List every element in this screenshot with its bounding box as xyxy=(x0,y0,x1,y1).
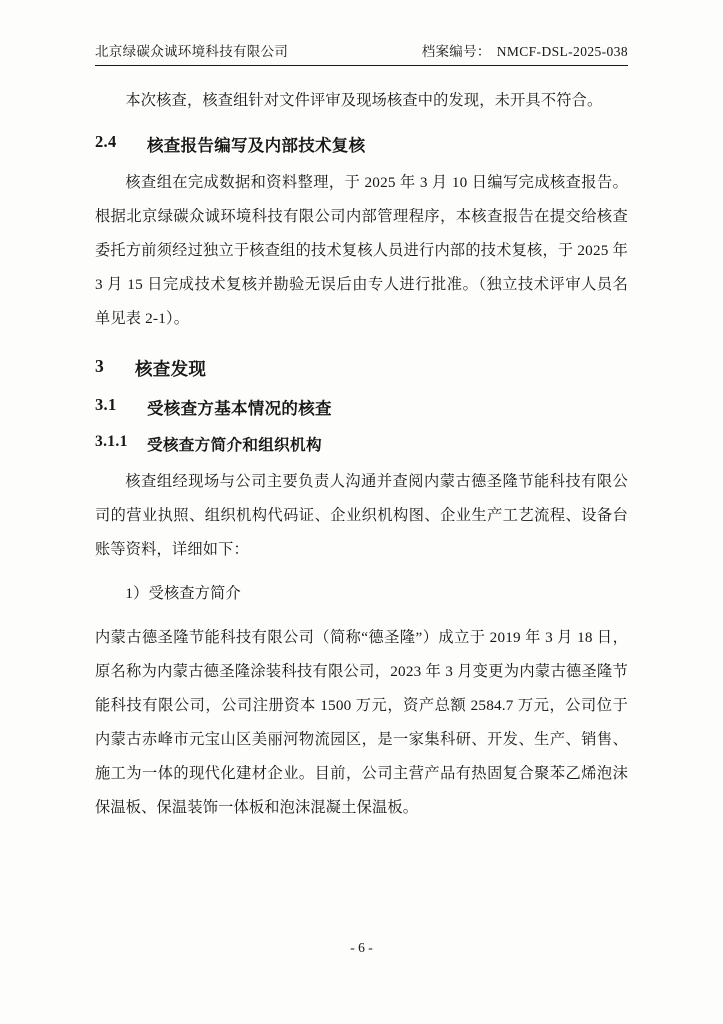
heading-2-4-number: 2.4 xyxy=(95,132,117,151)
heading-3-1-1-number: 3.1.1 xyxy=(95,433,128,450)
header-divider xyxy=(95,65,628,66)
spacer xyxy=(95,613,628,621)
heading-3 xyxy=(95,356,628,381)
heading-3-1-1-title: 受核查方简介和组织机构 xyxy=(147,437,322,454)
page-footer xyxy=(0,940,723,956)
heading-3-number: 3 xyxy=(95,356,105,376)
page-number: - 6 - xyxy=(350,940,373,955)
heading-3-1-number: 3.1 xyxy=(95,395,117,414)
paragraph-report-review: 核查组在完成数据和资料整理，于 2025 年 3 月 10 日编写完成核查报告。根据北京绿碳众诚环境科技有限公司内部管理程序，本核查报告在提交给核查委托方前须经过独立于核查组的技术复核人员进行内部的技术复核，于 2025 年 3 月 15 日完成技术复核并勘验无误后由专人进行批准。（独立技术评审人员名单见表 2-1）。 xyxy=(95,174,628,327)
heading-3-title: 核查发现 xyxy=(135,359,207,379)
spacer xyxy=(95,569,628,577)
heading-3-1 xyxy=(95,395,628,419)
list-item-profile: 1）受核查方简介 xyxy=(125,585,241,602)
heading-2-4-title: 核查报告编写及内部技术复核 xyxy=(147,136,366,155)
page-header xyxy=(95,40,628,65)
header-company-name: 北京绿碳众诚环境科技有限公司 xyxy=(95,44,289,59)
heading-3-1-title: 受核查方基本情况的核查 xyxy=(147,399,332,418)
page-content xyxy=(95,40,628,827)
heading-3-1-1 xyxy=(95,433,628,455)
paragraph-org-review: 核查组经现场与公司主要负责人沟通并查阅内蒙古德圣隆节能科技有限公司的营业执照、组织机构代码证、企业织机构图、企业生产工艺流程、设备台账等资料，详细如下： xyxy=(95,473,628,558)
archive-code: NMCF-DSL-2025-038 xyxy=(496,44,628,59)
paragraph-company-profile: 内蒙古德圣隆节能科技有限公司（简称“德圣隆”）成立于 2019 年 3 月 18 日，原名称为内蒙古德圣隆涂装科技有限公司，2023 年 3 月变更为内蒙古德圣隆节能科技有限公司，公司注册资本 1500 万元，资产总额 2584.7 万元，公司位于内蒙古赤峰市元宝山区美丽河物流园区，是一家集科研、开发、生产、销售、施工为一体的现代化建材企业。目前，公司主营产品有热固复合聚苯乙烯泡沫保温板、保温装饰一体板和泡沫混凝土保温板。 xyxy=(95,629,628,816)
archive-label: 档案编号： xyxy=(421,44,491,59)
header-archive xyxy=(422,40,628,60)
heading-2-4 xyxy=(95,132,628,156)
paragraph-findings-intro: 本次核查，核查组针对文件评审及现场核查中的发现，未开具不符合。 xyxy=(125,92,603,109)
